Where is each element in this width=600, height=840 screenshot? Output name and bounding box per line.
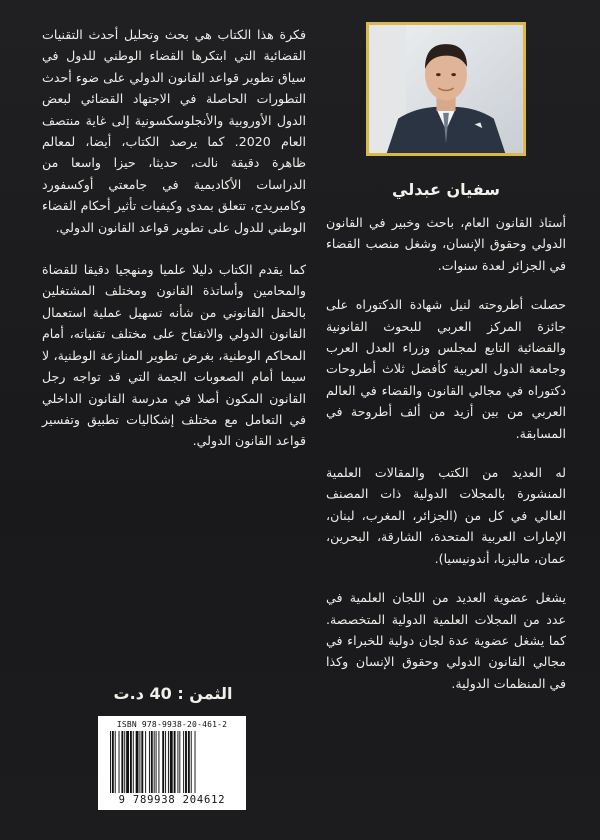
description-paragraph-1: فكرة هذا الكتاب هي بحث وتحليل أحدث التقنيات القضائية التي ابتكرها القضاء الوطني للدول في سياق تطوير قواعد القانون الدولي على ضوء أحدث التطورات الحاصلة في الاجتهاد القضائي لبعض الدول الأوروبية والأنجلوسكسونية إلى غاية منتصف العام 2020. كما يرصد الكتاب، أيضا، لمعالم ظاهرة دقيقة نالت، حديثا، حيزا واسعا من الدراسات الأكاديمية في جامعتي أوكسفورد وكامبريدج، تتعلق بمدى وكيفيات تأثير أحكام القضاء الوطني للدول على تطوير قواعد القانون الدولي. <box>42 27 306 235</box>
bio-paragraph-2: حصلت أطروحته لنيل شهادة الدكتوراه على جائزة المركز العربي للبحوث القانونية والقضائية التابع لمجلس وزراء العدل العرب وجامعة الدول العربية كأفضل ثلاث أطروحات دكتوراه في مجالي القانون والقضاء في العالم العربي من بين أزيد من ألف أطروحة في المسابقة. <box>326 297 566 441</box>
bio-paragraph-1: أستاذ القانون العام، باحث وخبير في القانون الدولي وحقوق الإنسان، وشغل منصب القضاء في الجزائر لعدة سنوات. <box>326 215 566 273</box>
book-description <box>42 24 306 473</box>
description-paragraph-2: كما يقدم الكتاب دليلا علميا ومنهجيا دقيقا للقضاة والمحامين وأساتذة القانون ومختلف المشتغلين بالحقل القانوني من شأنه تسهيل عملية استعمال القانون الدولي والانفتاح على مختلف تقنياته، أمام المحاكم الوطنية، بغرض تطوير المنازعة الوطنية، لا سيما أمام الصعوبات الجمة التي قد تواجه رجل القانون المكون أصلا في مدرسة القانون الداخلي في التعامل مع مختلف إشكاليات تطبيق وتفسير قواعد القانون الدولي. <box>42 262 306 449</box>
bio-paragraph-4: يشغل عضوية العديد من اللجان العلمية في عدد من المجلات العلمية الدولية المتخصصة. كما يشغل عضوية عدة لجان دولية للخبراء في مجالي القانون الدولي وحقوق الإنسان وكذا في المنظمات الدولية. <box>326 590 566 691</box>
author-photo <box>366 22 526 156</box>
bio-paragraph-3: له العديد من الكتب والمقالات العلمية المنشورة بالمجلات الدولية ذات المصنف العالي في كل من (الجزائر، المغرب، لبنان، الإمارات العربية المتحدة، الشارقة، البحرين، عمان، ماليزيا، أندونيسيا). <box>326 465 566 566</box>
barcode-bars <box>108 731 236 793</box>
barcode-digits: 9 789938 204612 <box>118 794 226 806</box>
isbn-label: ISBN 978-9938-20-461-2 <box>116 720 228 729</box>
price-label: الثمن : 40 د.ت <box>113 684 233 703</box>
author-name: سفيان عبدلي <box>392 180 500 199</box>
author-bio <box>326 212 566 712</box>
isbn-barcode <box>98 716 246 810</box>
